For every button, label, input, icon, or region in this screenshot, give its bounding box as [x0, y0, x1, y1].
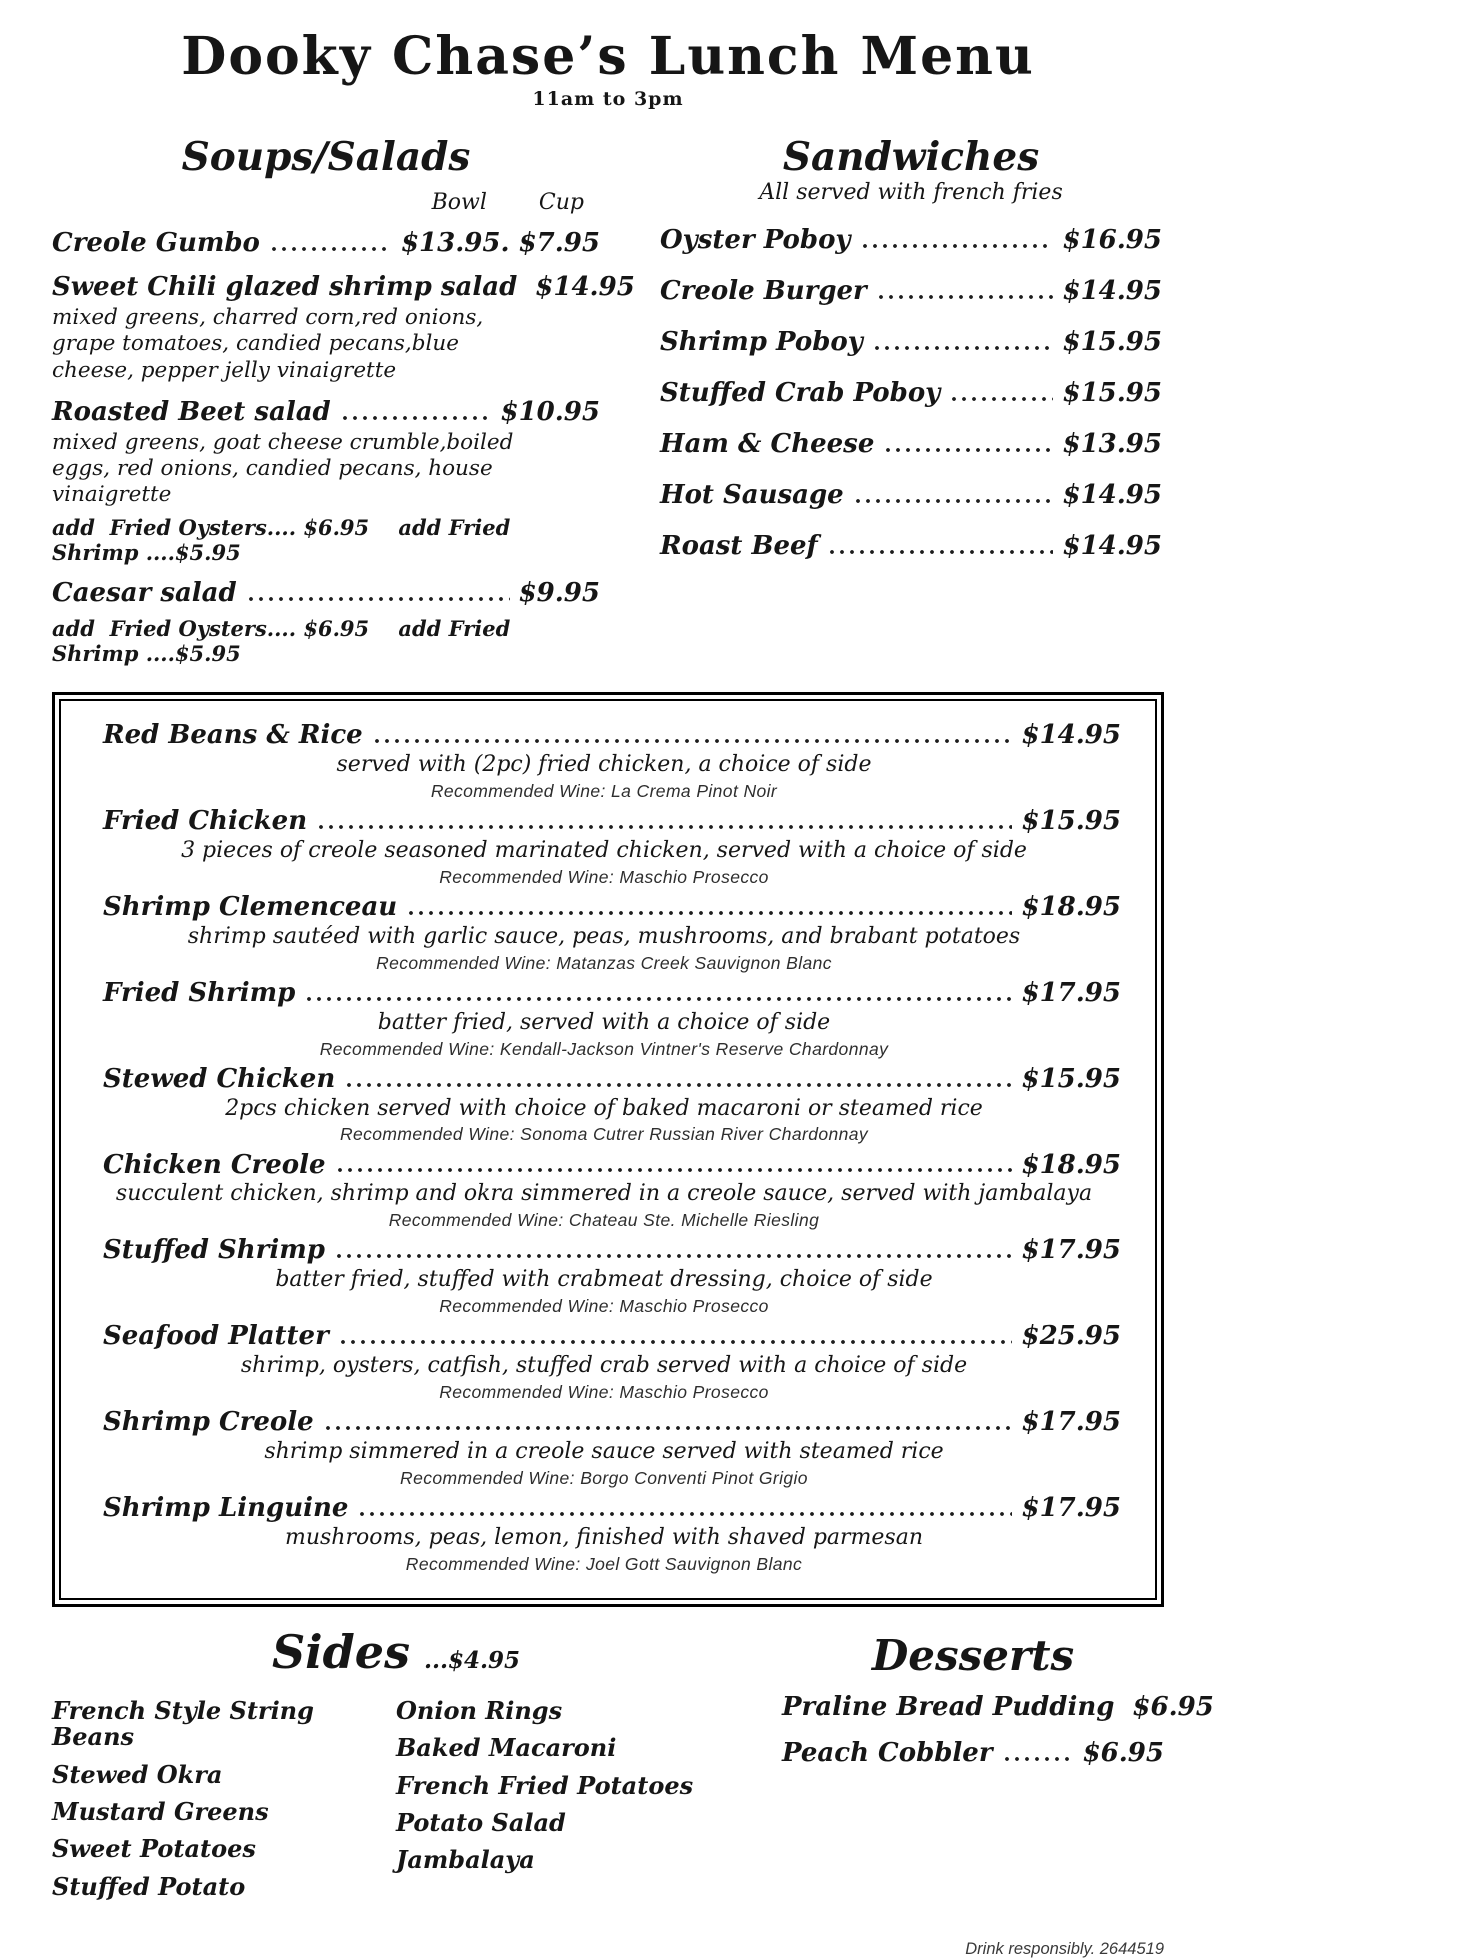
entree-row [87, 1151, 1121, 1181]
item-description: mixed greens, charred corn,red onions, grape tomatoes, candied pecans,blue cheese, pepper jelly vinaigrette [52, 305, 484, 383]
wine-label: Recommended Wine: [376, 952, 552, 973]
bowl-label: Bowl [431, 190, 487, 216]
item-name: Shrimp Linguine [103, 1492, 349, 1523]
item-price: $14.95 [1062, 530, 1162, 561]
dotted-leader [316, 825, 1012, 829]
wine-recommendation [87, 867, 1121, 887]
dotted-leader [406, 911, 1012, 915]
wine-recommendation [87, 1382, 1121, 1402]
wine-name: Kendall-Jackson Vintner's Reserve Chardonnay [499, 1038, 889, 1059]
sides-section [52, 1624, 740, 1901]
wine-label: Recommended Wine: [439, 1381, 615, 1402]
wine-label: Recommended Wine: [439, 866, 615, 887]
side-item: Stuffed Potato [52, 1871, 246, 1901]
dotted-leader [853, 499, 1054, 503]
entree-fried-shrimp [87, 979, 1121, 1059]
wine-recommendation [87, 1210, 1121, 1230]
wine-recommendation [87, 1468, 1121, 1488]
item-name: Creole Gumbo [52, 228, 260, 259]
sides-header [52, 1624, 740, 1679]
side-item: Jambalaya [396, 1845, 535, 1875]
wine-recommendation [87, 1124, 1121, 1144]
item-price: $6.95 [1082, 1737, 1164, 1768]
wine-recommendation [87, 953, 1121, 973]
item-price: $17.95 [1021, 1235, 1121, 1266]
sides-columns [52, 1687, 740, 1900]
item-description: shrimp simmered in a creole sauce served with steamed rice [264, 1439, 944, 1464]
item-price: $10.95 [500, 396, 600, 427]
item-price: $15.95 [1062, 327, 1162, 358]
entree-row [87, 1065, 1121, 1095]
item-price: $15.95 [1021, 806, 1121, 837]
cup-price: . $7.95 [500, 229, 600, 259]
item-price: $17.95 [1021, 1407, 1121, 1438]
menu-item-ham-and-cheese [660, 430, 1162, 460]
item-price: $14.95 [1062, 276, 1162, 307]
item-name: Stuffed Shrimp [103, 1235, 325, 1266]
entree-stuffed-shrimp [87, 1236, 1121, 1316]
salad-addons: add Fried Oysters.... $6.95 add Fried Shrimp ....$5.95 [52, 515, 518, 566]
entree-stewed-chicken [87, 1065, 1121, 1145]
wine-label: Recommended Wine: [405, 1553, 581, 1574]
item-price: $17.95 [1021, 977, 1121, 1008]
menu-item-stuffed-crab-poboy [660, 379, 1162, 409]
item-name: Stuffed Crab Poboy [660, 378, 941, 409]
menu-item-oyster-poboy [660, 226, 1162, 256]
item-price: $14.95 [1021, 720, 1121, 751]
item-name: Shrimp Creole [103, 1407, 314, 1438]
dotted-leader [269, 247, 392, 251]
item-description: batter fried, served with a choice of side [377, 1009, 831, 1035]
menu-page [52, 0, 1214, 1959]
item-description: 3 pieces of creole seasoned marinated chicken, served with a choice of side [181, 838, 1027, 864]
top-columns [52, 133, 1164, 667]
item-name: Stewed Chicken [103, 1063, 336, 1094]
dotted-leader [949, 397, 1053, 401]
entree-row [87, 979, 1121, 1009]
item-description: mixed greens, goat cheese crumble,boiled eggs, red onions, candied pecans, house vinaigrette [52, 429, 514, 508]
dotted-leader [872, 346, 1054, 350]
size-labels [52, 190, 600, 215]
dotted-leader [827, 550, 1054, 554]
wine-name: La Crema Pinot Noir [611, 781, 778, 802]
entree-row [87, 721, 1121, 751]
salad-addons: add Fried Oysters.... $6.95 add Fried Shrimp ....$5.95 [52, 616, 518, 667]
item-description: batter fried, stuffed with crabmeat dressing, choice of side [275, 1267, 933, 1293]
item-description: shrimp sautéed with garlic sauce, peas, mushrooms, and brabant potatoes [187, 923, 1021, 949]
cup-label: Cup [538, 190, 584, 216]
wine-name: Borgo Conventi Pinot Grigio [580, 1467, 808, 1488]
side-item: Mustard Greens [52, 1796, 269, 1826]
entree-shrimp-clemenceau [87, 893, 1121, 973]
menu-item-roasted-beet-salad [52, 398, 600, 428]
side-item: Potato Salad [396, 1807, 566, 1837]
entree-seafood-platter [87, 1322, 1121, 1402]
side-item: Baked Macaroni [396, 1733, 617, 1763]
side-item: Sweet Potatoes [52, 1834, 256, 1864]
item-description: 2pcs chicken served with choice of baked macaroni or steamed rice [225, 1095, 983, 1121]
sides-column-1 [52, 1687, 396, 1900]
wine-name: Maschio Prosecco [619, 866, 769, 887]
dotted-leader [344, 1083, 1012, 1087]
sides-title: Sides [271, 1624, 410, 1679]
item-name: Seafood Platter [103, 1321, 329, 1352]
sandwiches-section [660, 133, 1162, 667]
sides-price-note: ...$4.95 [423, 1646, 521, 1674]
entree-chicken-creole [87, 1151, 1121, 1231]
item-name: Peach Cobbler [782, 1737, 993, 1768]
entree-fried-chicken [87, 807, 1121, 887]
entree-red-beans-rice [87, 721, 1121, 801]
wine-label: Recommended Wine: [339, 1124, 515, 1145]
dotted-leader [335, 1168, 1013, 1172]
item-price: $15.95 [1021, 1063, 1121, 1094]
menu-title: Dooky Chase’s Lunch Menu [181, 26, 1035, 87]
entrees-box-inner [59, 699, 1157, 1599]
dotted-leader [340, 416, 492, 420]
entree-row [87, 807, 1121, 837]
sandwiches-title: Sandwiches [782, 133, 1040, 180]
menu-item-praline-bread-pudding [782, 1691, 1214, 1723]
dotted-leader [876, 295, 1054, 299]
menu-item-shrimp-salad [52, 272, 635, 303]
wine-label: Recommended Wine: [439, 1296, 615, 1317]
desserts-section [782, 1629, 1214, 1900]
wine-label: Recommended Wine: [388, 1210, 564, 1231]
menu-item-shrimp-poboy [660, 328, 1162, 358]
wine-name: Chateau Ste. Michelle Riesling [568, 1210, 820, 1231]
item-name: Sweet Chili glazed shrimp salad [52, 272, 518, 303]
entree-row [87, 1494, 1121, 1524]
entree-row [87, 1408, 1121, 1438]
entree-row [87, 1236, 1121, 1266]
item-price: $16.95 [1062, 225, 1162, 256]
item-name: Roast Beef [660, 530, 818, 561]
entree-row [87, 893, 1121, 923]
side-item: Stewed Okra [52, 1759, 223, 1789]
wine-name: Matanzas Creek Sauvignon Blanc [556, 952, 832, 973]
entree-shrimp-creole [87, 1408, 1121, 1488]
menu-item-caesar-salad [52, 579, 600, 609]
menu-hours: 11am to 3pm [532, 87, 684, 110]
item-price: $13.95 [1062, 429, 1162, 460]
menu-item-hot-sausage [660, 481, 1162, 511]
item-description: shrimp, oysters, catfish, stuffed crab served with a choice of side [240, 1353, 968, 1379]
wine-name: Maschio Prosecco [619, 1381, 769, 1402]
entree-shrimp-linguine [87, 1494, 1121, 1574]
side-item: French Fried Potatoes [396, 1770, 694, 1800]
wine-name: Maschio Prosecco [619, 1296, 769, 1317]
wine-label: Recommended Wine: [319, 1038, 495, 1059]
dotted-leader [372, 739, 1013, 743]
entrees-box [52, 692, 1164, 1606]
item-price: $17.95 [1021, 1492, 1121, 1523]
wine-name: Sonoma Cutrer Russian River Chardonnay [520, 1124, 869, 1145]
dotted-leader [1002, 1757, 1074, 1761]
menu-item-creole-burger [660, 277, 1162, 307]
wine-recommendation [87, 781, 1121, 801]
item-price: $14.95 [1062, 479, 1162, 510]
footer-note: Drink responsibly. 2644519 [965, 1940, 1164, 1959]
dotted-leader [304, 997, 1012, 1001]
item-price: $25.95 [1021, 1321, 1121, 1352]
entree-row [87, 1322, 1121, 1352]
sandwiches-subtitle: All served with french fries [759, 180, 1063, 206]
item-price: $15.95 [1062, 378, 1162, 409]
wine-recommendation [87, 1296, 1121, 1316]
menu-header [52, 26, 1164, 110]
item-price: $14.95 [535, 272, 635, 303]
item-description: served with (2pc) fried chicken, a choice of side [336, 752, 872, 778]
item-name: Hot Sausage [660, 479, 844, 510]
wine-label: Recommended Wine: [400, 1467, 575, 1488]
dotted-leader [883, 448, 1053, 452]
dotted-leader [860, 244, 1054, 248]
menu-item-peach-cobbler [782, 1739, 1164, 1769]
wine-recommendation [87, 1039, 1121, 1059]
dotted-leader [246, 597, 510, 601]
item-name: Ham & Cheese [660, 429, 875, 460]
wine-name: Joel Gott Sauvignon Blanc [585, 1553, 803, 1574]
item-name: Caesar salad [52, 578, 237, 609]
dotted-leader [357, 1512, 1012, 1516]
item-name: Fried Chicken [103, 806, 308, 837]
sides-column-2 [396, 1687, 740, 1900]
item-name: Red Beans & Rice [103, 720, 363, 751]
item-description: mushrooms, peas, lemon, finished with shaved parmesan [284, 1524, 924, 1550]
menu-item-creole-gumbo [52, 229, 600, 259]
wine-label: Recommended Wine: [430, 781, 606, 802]
bottom-row [52, 1624, 1214, 1901]
item-name: Oyster Poboy [660, 225, 851, 256]
item-description: succulent chicken, shrimp and okra simmered in a creole sauce, served with jambalaya [115, 1181, 1093, 1207]
item-name: Shrimp Clemenceau [103, 892, 398, 923]
dotted-leader [338, 1340, 1013, 1344]
item-name: Chicken Creole [103, 1149, 326, 1180]
item-price: $9.95 [518, 578, 600, 609]
item-price: $6.95 [1132, 1691, 1214, 1722]
item-name: Creole Burger [660, 276, 867, 307]
item-price: $18.95 [1021, 1149, 1121, 1180]
item-name: Praline Bread Pudding [782, 1691, 1115, 1722]
menu-item-roast-beef [660, 532, 1162, 562]
desserts-title: Desserts [871, 1630, 1075, 1680]
soups-salads-title: Soups/Salads [181, 133, 471, 180]
item-price: $18.95 [1021, 892, 1121, 923]
dotted-leader [323, 1426, 1013, 1430]
item-name: Roasted Beet salad [52, 396, 331, 427]
item-name: Shrimp Poboy [660, 327, 863, 358]
dotted-leader [334, 1254, 1013, 1258]
soups-salads-section [52, 133, 635, 667]
side-item: Onion Rings [396, 1695, 563, 1725]
side-item: French Style String Beans [52, 1695, 314, 1752]
wine-recommendation [87, 1554, 1121, 1574]
bowl-price: $13.95 [400, 228, 501, 259]
item-name: Fried Shrimp [103, 977, 296, 1008]
